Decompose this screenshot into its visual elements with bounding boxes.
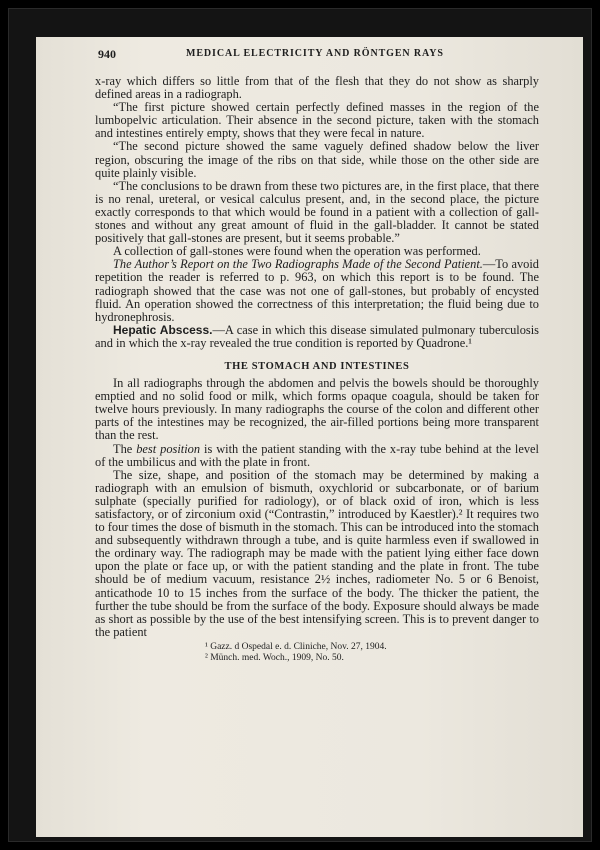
running-title: MEDICAL ELECTRICITY AND RÖNTGEN RAYS [186, 48, 444, 59]
emphasis: best position [136, 441, 201, 456]
paragraph-lead: Hepatic Abscess. [113, 322, 213, 337]
paragraph-text: is with the patient standing with the x-ray tube behind at the level of the umbilicus and with the plate in front. [95, 441, 539, 469]
paragraph-text: —A case in which this disease simulated pulmonary tuberculosis and in which the x-ray revealed the true condition is reported by Quadrone.¹ [95, 322, 539, 350]
page-number: 940 [98, 47, 116, 61]
paragraph-text: The [113, 441, 137, 456]
paragraph [95, 258, 539, 323]
book-page [36, 37, 583, 837]
paragraph [95, 443, 539, 469]
footnote: ¹ Gazz. d Ospedal e. d. Cliniche, Nov. 27, 1904. [205, 641, 387, 652]
picture-frame [8, 8, 592, 842]
paragraph: “The second picture showed the same vaguely defined shadow below the liver region, obscuring the image of the ribs on that side, while those on the other side are quite plainly visible. [95, 139, 539, 180]
section-heading: THE STOMACH AND INTESTINES [224, 360, 410, 372]
paragraph [95, 324, 539, 350]
paragraph: The size, shape, and position of the stomach may be determined by making a radiograph with an emulsion of bismuth, oxychlorid or subcarbonate, or of barium sulphate (specially purified for radiology), or of black oxid of iron, which is less satisfactory, or of zirconium oxid (“Contrastin,” introduced by Kaestler).² It requires two to four times the dose of bismuth in the stomach. This can be introduced into the stomach and subsequently withdrawn through a tube, and is quite harmless even if swallowed in the ordinary way. The radiograph may be made with the patient lying either face down upon the plate or face up, or with the patient standing and the plate in front. The tube should be of medium vacuum, resistance 2½ inches, radiometer No. 5 or 6 Benoist, anticathode 10 to 15 inches from the surface of the body. The thicker the patient, the further the tube should be from the surface of the body. Exposure should always be made as short as possible by the use of the best intensifying screen. This is to prevent danger to the patient [95, 467, 539, 639]
footnotes [95, 642, 539, 664]
paragraph: A collection of gall-stones were found when the operation was performed. [113, 244, 481, 259]
paragraph-text: —To avoid repetition the reader is referred to p. 963, on which this report is to be found. The radiograph showed that the case was not one of gall-stones, but probably of encysted fluid. An operation showed the correctness of this interpretation; the fluid being due to hydronephrosis. [95, 257, 539, 324]
paragraph-lead: The Author’s Report on the Two Radiographs Made of the Second Patient. [113, 257, 483, 272]
paragraph: x-ray which differs so little from that of the flesh that they do not show as sharply defined areas in a radiograph. [95, 74, 539, 102]
paragraph: “The first picture showed certain perfectly defined masses in the region of the lumbopelvic articulation. Their absence in the second picture, taken with the stomach and intestines entirely empty, shows that they were fecal in nature. [95, 100, 539, 141]
paragraph: “The conclusions to be drawn from these two pictures are, in the first place, that there is no renal, ureteral, or vesical calculus present, and, in the second place, the picture exactly corresponds to that which would be found in a patient with a collection of gall-stones and without any great amount of fluid in the gall-bladder. It cannot be stated positively that gall-stones are present, but it seems probable.” [95, 178, 539, 246]
page-body [95, 75, 539, 664]
paragraph: In all radiographs through the abdomen and pelvis the bowels should be thoroughly emptied and no solid food or milk, which forms opaque coagula, should be taken for twelve hours previously. In many radiographs the course of the colon and different other parts of the intestines may be recognized, the air-filled portions being more transparent than the rest. [95, 376, 539, 443]
footnote: ² Münch. med. Woch., 1909, No. 50. [205, 652, 344, 663]
